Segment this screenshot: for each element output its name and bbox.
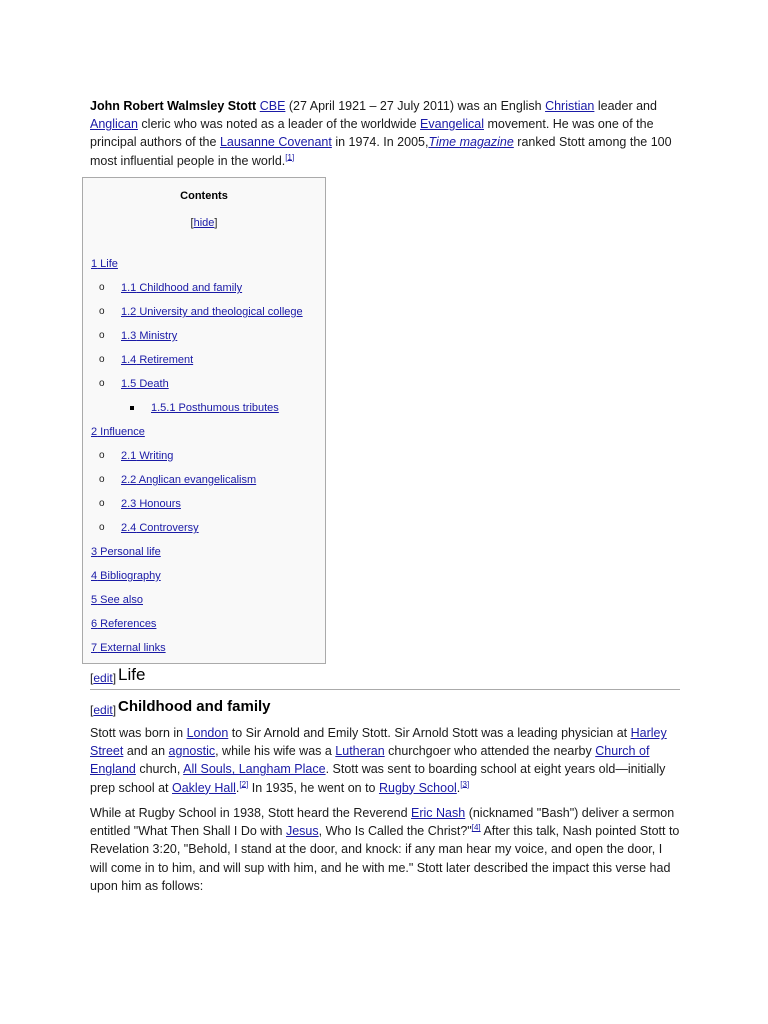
link-lutheran[interactable]: Lutheran <box>335 744 385 759</box>
toc-item-personal-life[interactable]: 3 Personal life <box>91 546 161 558</box>
toc-bullet: o <box>99 474 105 485</box>
table-of-contents <box>82 177 326 664</box>
section-title: Life <box>118 665 146 684</box>
link-christian[interactable]: Christian <box>545 99 595 113</box>
childhood-paragraph-1: Stott was born in London to Sir Arnold and Emily Stott. Sir Arnold Stott was a leading physician at Harley Street and an agnostic, while his wife was a Lutheran churchgoer who attended the nearby Church of England church, All Souls, Langham Place. Stott was sent to boarding school at eight years old—initially prep school at Oakley Hall.[2] In 1935, he went on to Rugby School.[3] <box>90 726 667 795</box>
edit-link[interactable]: edit <box>93 703 113 717</box>
toc-item-see-also[interactable]: 5 See also <box>91 594 143 606</box>
link-agnostic[interactable]: agnostic <box>168 744 216 759</box>
toc-item-life[interactable]: 1 Life <box>91 258 118 270</box>
ref-4[interactable]: [4] <box>471 823 481 833</box>
ref-3[interactable]: [3] <box>460 779 470 789</box>
toc-item-ministry[interactable]: 1.3 Ministry <box>121 330 178 342</box>
toc-item-honours[interactable]: 2.3 Honours <box>121 498 181 510</box>
toc-item-university[interactable]: 1.2 University and theological college <box>121 306 303 318</box>
link-cbe[interactable]: CBE <box>259 99 286 113</box>
intro-text-4: movement. He was one of the principal authors of the <box>90 117 654 150</box>
toc-bullet: o <box>99 378 105 389</box>
toc-item-influence[interactable]: 2 Influence <box>91 426 145 438</box>
toc-bullet: o <box>99 450 105 461</box>
toc-bullet: o <box>99 282 105 293</box>
link-anglican[interactable]: Anglican <box>90 117 138 132</box>
toc-item-bibliography[interactable]: 4 Bibliography <box>91 570 161 582</box>
edit-link[interactable]: edit <box>93 671 113 685</box>
link-rugby-school[interactable]: Rugby School <box>378 780 457 795</box>
toc-hide-toggle: [hide] <box>190 217 218 229</box>
ref-1[interactable]: [1] <box>285 152 295 162</box>
toc-bullet: o <box>99 522 105 533</box>
link-harley-street[interactable]: Harley Street <box>90 726 667 759</box>
intro-paragraph <box>90 97 682 170</box>
link-jesus[interactable]: Jesus <box>285 824 319 839</box>
edit-section-childhood: [edit] <box>90 703 117 717</box>
toc-item-anglican-evangelicalism[interactable]: 2.2 Anglican evangelicalism <box>121 474 257 486</box>
toc-item-references[interactable]: 6 References <box>91 618 157 630</box>
toc-title: Contents <box>180 190 228 202</box>
toc-item-posthumous-tributes[interactable]: 1.5.1 Posthumous tributes <box>151 402 279 414</box>
section-title: Childhood and family <box>118 698 271 715</box>
intro-text-2: leader and <box>594 99 657 113</box>
section-heading-life <box>90 665 680 690</box>
link-all-souls[interactable]: All Souls, Langham Place <box>183 762 326 777</box>
toc-bullet: o <box>99 498 105 509</box>
toc-hide-link[interactable]: hide <box>193 217 215 229</box>
toc-item-retirement[interactable]: 1.4 Retirement <box>121 354 194 366</box>
toc-item-writing[interactable]: 2.1 Writing <box>121 450 174 462</box>
subject-name: John Robert Walmsley Stott <box>90 99 257 113</box>
toc-bullet: o <box>99 354 105 365</box>
toc-item-external-links[interactable]: 7 External links <box>91 642 166 654</box>
link-church-of-england[interactable]: Church of England <box>90 744 650 777</box>
toc-item-controversy[interactable]: 2.4 Controversy <box>121 522 199 534</box>
intro-text-5: in 1974. In 2005, <box>331 135 429 150</box>
toc-item-childhood[interactable]: 1.1 Childhood and family <box>121 282 243 294</box>
link-evangelical[interactable]: Evangelical <box>420 117 484 132</box>
toc-square-bullet <box>130 406 134 410</box>
toc-bullet: o <box>99 330 105 341</box>
link-oakley-hall[interactable]: Oakley Hall <box>172 780 236 795</box>
toc-item-death[interactable]: 1.5 Death <box>121 378 169 390</box>
intro-text-1: (27 April 1921 – 27 July 2011) was an English <box>285 99 546 113</box>
intro-text-3: cleric who was noted as a leader of the worldwide <box>137 117 421 132</box>
childhood-paragraph-2: While at Rugby School in 1938, Stott heard the Reverend Eric Nash (nicknamed "Bash") deliver a sermon entitled "What Then Shall I Do with Jesus, Who Is Called the Christ?"[4] After this talk, Nash pointed Stott to Revelation 3:20, "Behold, I stand at the door, and knock: if any man hear my voice, and open the door, I will come in to him, and will sup with him, and he with me." Stott later described the impact this verse had upon him as follows: <box>90 806 680 893</box>
toc-bullet: o <box>99 306 105 317</box>
link-eric-nash[interactable]: Eric Nash <box>411 806 466 820</box>
link-lausanne-covenant[interactable]: Lausanne Covenant <box>219 135 332 150</box>
link-time-magazine[interactable]: Time magazine <box>428 135 514 150</box>
intro-text-6: ranked Stott among the 100 most influential people in the world. <box>90 135 672 168</box>
link-london[interactable]: London <box>186 726 229 740</box>
ref-2[interactable]: [2] <box>239 779 249 789</box>
edit-section-life: [edit] <box>90 671 117 685</box>
